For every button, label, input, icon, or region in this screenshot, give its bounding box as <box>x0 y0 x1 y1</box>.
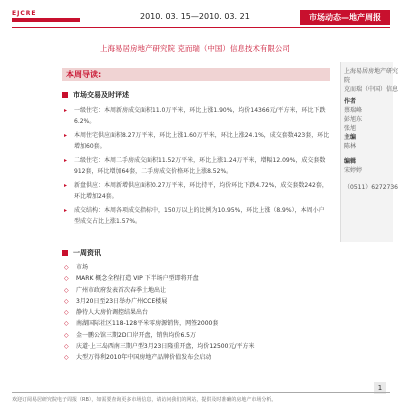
news-item[interactable]: ◇ 3月20日至23日举办广州CCE楼展 <box>62 296 330 307</box>
square-bullet-icon <box>62 250 68 256</box>
market-review-heading <box>62 90 330 100</box>
logo-bar <box>12 18 80 22</box>
arrow-bullet-icon: ▸ <box>64 207 68 214</box>
market-review-heading-text: 市场交易及时评述 <box>73 91 129 99</box>
square-bullet-icon <box>62 92 68 98</box>
news-item[interactable]: ◇ 大型万得利2010年中国房地产品牌价值发布会启动 <box>62 352 330 363</box>
sidebar-org: 上海易居房地产研究院 克而瑞（中国）信息 <box>344 68 399 93</box>
news-item[interactable]: ◇ 广州市政府发表首次春季土地出让 <box>62 285 330 296</box>
arrow-bullet-icon: ▸ <box>64 157 68 164</box>
brand-logo <box>12 10 80 24</box>
section-title-bar <box>62 68 330 81</box>
sidebar-phone: （0511）6272736 <box>344 184 398 191</box>
news-heading <box>62 248 101 258</box>
news-item[interactable]: ◇ 庆道·上三岛西南三期户型3月23日隆重开盘，均价12500元/平方米 <box>62 341 330 352</box>
news-item[interactable]: ◇ 市场 <box>62 262 330 273</box>
diamond-bullet-icon: ◇ <box>64 286 69 294</box>
organization-line: 上海易居房地产研究院 克而瑞（中国）信息技术有限公司 <box>100 44 290 53</box>
diamond-bullet-icon: ◇ <box>64 331 69 339</box>
diamond-bullet-icon: ◇ <box>64 309 69 317</box>
logo-text: EJCRE <box>12 10 37 17</box>
arrow-bullet-icon: ▸ <box>64 132 68 139</box>
diamond-bullet-icon: ◇ <box>64 320 69 328</box>
review-paragraph: ▸ 二级住宅：本周二手房成交面积11.52万平米，环比上涨1.24万平米，增幅12.09%，成交套数912套，环比增加64套，二手房成交价格环比上涨8.52%。 <box>64 157 326 175</box>
diamond-bullet-icon: ◇ <box>64 354 69 362</box>
diamond-bullet-icon: ◇ <box>64 343 69 351</box>
review-paragraph: ▸ 新盘供应：本周新增供应面积0.27万平米，环比持平，均价环比下跌4.72%，成交套数242套，环比增加24套。 <box>64 182 328 200</box>
section-title: 本周导读: <box>66 70 102 79</box>
news-item[interactable]: ◇ MARK 概念全程打造 VIP 下半场户型即将开盘 <box>62 273 330 284</box>
page-number: 1 <box>374 382 386 394</box>
diamond-bullet-icon: ◇ <box>64 275 69 283</box>
review-paragraph: ▸ 一级住宅：本周新房成交面积11.0万平米，环比上涨1.90%，均价14366元/平方米，环比下跌6.2%。 <box>64 107 326 125</box>
arrow-bullet-icon: ▸ <box>64 107 68 114</box>
report-tag: 市场动态—地产周报 <box>300 10 390 25</box>
report-date-range: 2010. 03. 15—2010. 03. 21 <box>140 12 250 21</box>
arrow-bullet-icon: ▸ <box>64 182 68 189</box>
news-item[interactable]: ◇ 金一鹏公馆三期2D口岸开盘，销售均价6.5万 <box>62 330 330 341</box>
news-item[interactable]: ◇ 南湖国际社区118-128平米零房源销售，网签2000套 <box>62 318 330 329</box>
diamond-bullet-icon: ◇ <box>64 264 69 271</box>
news-item[interactable]: ◇ 静待人大房价调控结果出台 <box>62 307 330 318</box>
diamond-bullet-icon: ◇ <box>64 297 69 305</box>
news-list <box>62 262 330 364</box>
sidebar-authors: 作者 蔡瑞峰 彭旭东 张旭 <box>344 98 363 132</box>
news-heading-text: 一周资讯 <box>73 249 101 257</box>
footer-divider <box>12 392 390 393</box>
header-divider <box>12 27 390 28</box>
sidebar-editor: 编辑 宋婷婷 <box>344 158 363 174</box>
market-review <box>62 90 330 230</box>
footer-text: 欢迎订阅易居研究院电子周报（RB），如需要查询更多市场信息，请访问我们的网站，提供及时准确的房地产市场分析。 <box>12 397 277 403</box>
review-paragraph: ▸ 成交结构：本周各项成交指标中，150万以上的比例为10.95%，环比上涨（8.9%），本周小户型成交占比上涨1.57%。 <box>64 207 325 225</box>
review-paragraph: ▸ 本周住宅供应面积8.27万平米，环比上涨1.60万平米，环比上涨24.1%，成交套数423套，环比增加60套。 <box>64 132 330 150</box>
sidebar-editor-in-chief: 主编 陈林 <box>344 134 357 150</box>
